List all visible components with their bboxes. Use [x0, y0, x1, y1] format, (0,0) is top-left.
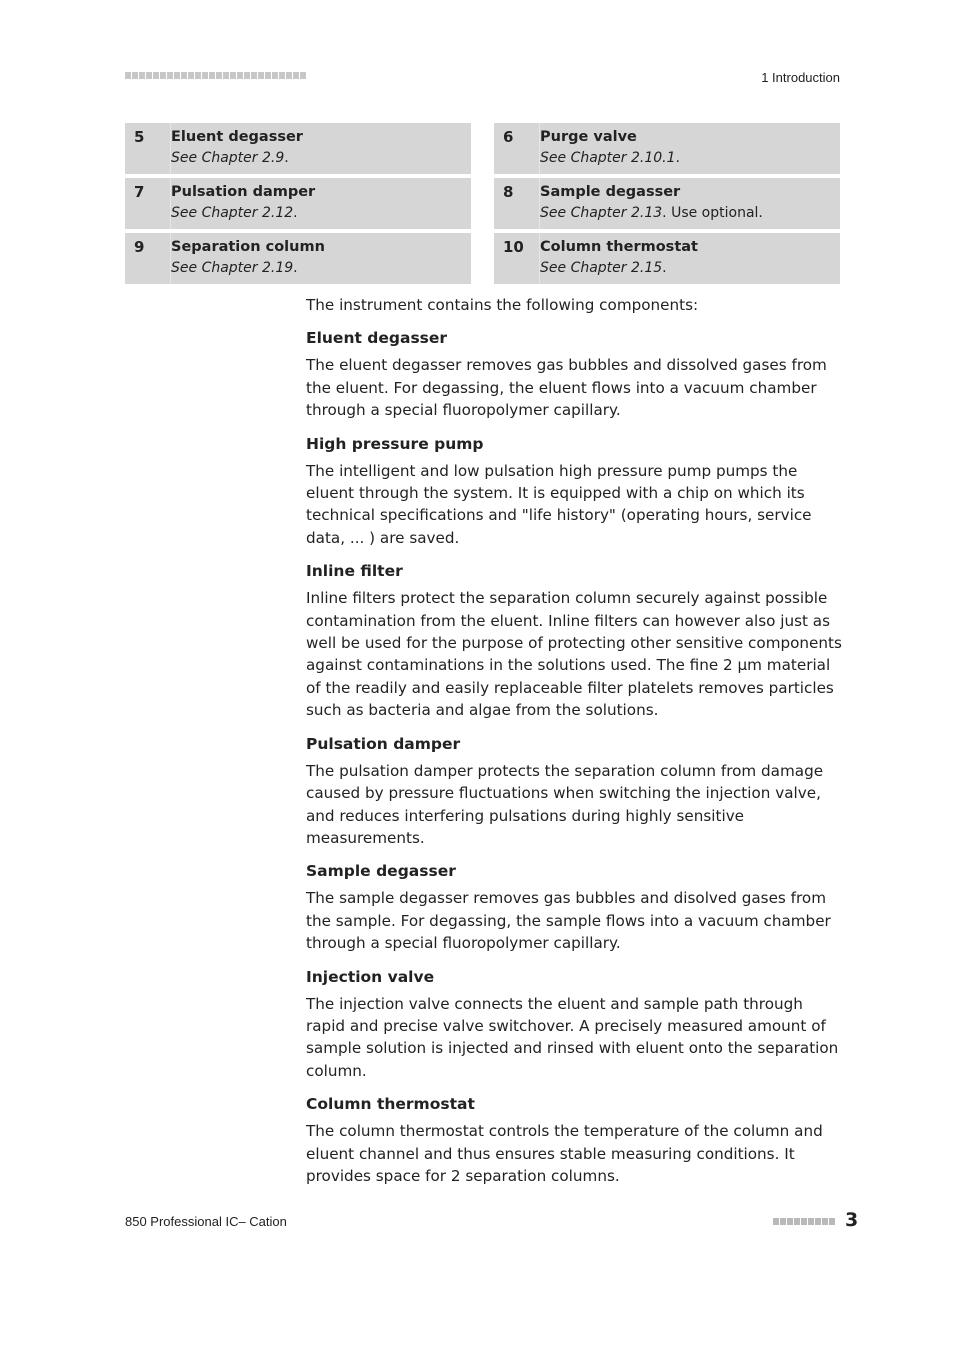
- section-heading: Pulsation damper: [306, 734, 461, 753]
- legend-title: Pulsation damper: [171, 184, 316, 200]
- decor-square: [237, 72, 243, 79]
- chapter-link[interactable]: See Chapter 2.13: [540, 205, 663, 221]
- legend-number: 9: [134, 238, 145, 256]
- legend-reference: [171, 260, 298, 276]
- decor-square: [174, 72, 180, 79]
- legend-reference: [171, 150, 289, 166]
- legend-number: 10: [503, 238, 524, 256]
- decor-square: [216, 72, 222, 79]
- legend-title: Purge valve: [540, 129, 637, 145]
- legend-number: 7: [134, 183, 145, 201]
- legend-table: [125, 123, 840, 288]
- chapter-link[interactable]: See Chapter 2.9: [171, 150, 285, 166]
- legend-number: 6: [503, 128, 514, 146]
- footer-decoration: [773, 1218, 835, 1225]
- decor-square: [293, 72, 299, 79]
- section-heading: Injection valve: [306, 967, 435, 986]
- legend-body: [170, 123, 471, 174]
- decor-square: [822, 1218, 828, 1225]
- legend-ref-suffix: .: [284, 150, 289, 166]
- section-paragraph: The injection valve connects the eluent and sample path through rapid and precise valve switchover. A precisely measured amount of sample solution is injected and rinsed with eluent onto the separation column.: [306, 994, 839, 1080]
- chapter-link[interactable]: See Chapter 2.10.1: [540, 150, 676, 166]
- decor-square: [160, 72, 166, 79]
- chapter-link[interactable]: See Chapter 2.12: [171, 205, 294, 221]
- legend-reference: [540, 205, 763, 221]
- intro-text: The instrument contains the following components:: [306, 296, 699, 314]
- decor-square: [251, 72, 257, 79]
- chapter-label: 1 Introduction: [761, 70, 840, 85]
- sections-list: [306, 327, 842, 1187]
- decor-square: [286, 72, 292, 79]
- legend-reference: [540, 150, 680, 166]
- decor-square: [773, 1218, 779, 1225]
- legend-number: 5: [134, 128, 145, 146]
- page-number: 3: [845, 1209, 859, 1231]
- decor-square: [258, 72, 264, 79]
- legend-ref-suffix: .: [662, 205, 667, 221]
- header-decoration: [125, 72, 306, 79]
- chapter-link[interactable]: See Chapter 2.15: [540, 260, 663, 276]
- legend-ref-suffix: .: [293, 205, 298, 221]
- legend-ref-suffix: .: [662, 260, 667, 276]
- decor-square: [829, 1218, 835, 1225]
- decor-square: [300, 72, 306, 79]
- section-paragraph: The column thermostat controls the temperature of the column and eluent channel and thus ensures stable measuring conditions. It provides space for 2 separation columns.: [306, 1122, 823, 1185]
- legend-body: [170, 233, 471, 284]
- section-heading: Sample degasser: [306, 862, 456, 881]
- decor-square: [132, 72, 138, 79]
- legend-item: [494, 123, 840, 174]
- decor-square: [167, 72, 173, 79]
- decor-square: [181, 72, 187, 79]
- decor-square: [265, 72, 271, 79]
- decor-square: [272, 72, 278, 79]
- footer-product: 850 Professional IC– Cation: [125, 1214, 287, 1229]
- decor-square: [195, 72, 201, 79]
- legend-ref-suffix: .: [675, 150, 680, 166]
- chapter-link[interactable]: See Chapter 2.19: [171, 260, 294, 276]
- decor-square: [815, 1218, 821, 1225]
- legend-item: [125, 123, 471, 174]
- legend-reference: [171, 205, 298, 221]
- section-heading: Column thermostat: [306, 1095, 475, 1114]
- legend-body: [170, 178, 471, 229]
- section-heading: High pressure pump: [306, 434, 484, 453]
- legend-ref-extra: Use optional.: [666, 205, 763, 221]
- legend-title: Column thermostat: [540, 239, 698, 255]
- section-paragraph: The intelligent and low pulsation high pressure pump pumps the eluent through the system. It is equipped with a chip on which its technical specifications and "life history" (operating hours, service data, ... ) are saved.: [306, 461, 812, 547]
- legend-item: [125, 178, 471, 229]
- decor-square: [801, 1218, 807, 1225]
- decor-square: [787, 1218, 793, 1225]
- decor-square: [188, 72, 194, 79]
- legend-body: [539, 233, 840, 284]
- decor-square: [153, 72, 159, 79]
- legend-title: Eluent degasser: [171, 129, 303, 145]
- section-heading: Inline filter: [306, 562, 403, 581]
- legend-item: [125, 233, 471, 284]
- legend-title: Sample degasser: [540, 184, 681, 200]
- decor-square: [209, 72, 215, 79]
- decor-square: [244, 72, 250, 79]
- legend-item: [494, 233, 840, 284]
- section-paragraph: The eluent degasser removes gas bubbles and dissolved gases from the eluent. For degassing, the eluent flows into a vacuum chamber through a special fluoropolymer capillary.: [306, 356, 827, 420]
- legend-number: 8: [503, 183, 514, 201]
- legend-row: [125, 123, 840, 174]
- decor-square: [125, 72, 131, 79]
- section-paragraph: The sample degasser removes gas bubbles and disolved gases from the sample. For degassing, the sample flows into a vacuum chamber through a special fluoropolymer capillary.: [306, 889, 831, 953]
- legend-title: Separation column: [171, 239, 325, 255]
- legend-ref-suffix: .: [293, 260, 298, 276]
- legend-item: [494, 178, 840, 229]
- decor-square: [223, 72, 229, 79]
- decor-square: [780, 1218, 786, 1225]
- main-content: [306, 294, 842, 1198]
- decor-square: [139, 72, 145, 79]
- decor-square: [794, 1218, 800, 1225]
- legend-row: [125, 233, 840, 284]
- decor-square: [279, 72, 285, 79]
- decor-square: [202, 72, 208, 79]
- section-paragraph: Inline filters protect the separation column securely against possible contamination from the eluent. Inline filters can however also just as well be used for the purpose of protecting other sensitive components against contaminations in the solutions used. The fine 2 µm material of the readily and easily replaceable filter platelets removes particles such as bacteria and algae from the solutions.: [306, 589, 842, 720]
- decor-square: [146, 72, 152, 79]
- legend-body: [539, 178, 840, 229]
- decor-square: [230, 72, 236, 79]
- legend-reference: [540, 260, 667, 276]
- section-heading: Eluent degasser: [306, 329, 448, 348]
- legend-body: [539, 123, 840, 174]
- section-paragraph: The pulsation damper protects the separation column from damage caused by pressure fluctuations when switching the injection valve, and reduces interfering pulsations during highly sensitive measurements.: [306, 761, 824, 847]
- legend-row: [125, 178, 840, 229]
- decor-square: [808, 1218, 814, 1225]
